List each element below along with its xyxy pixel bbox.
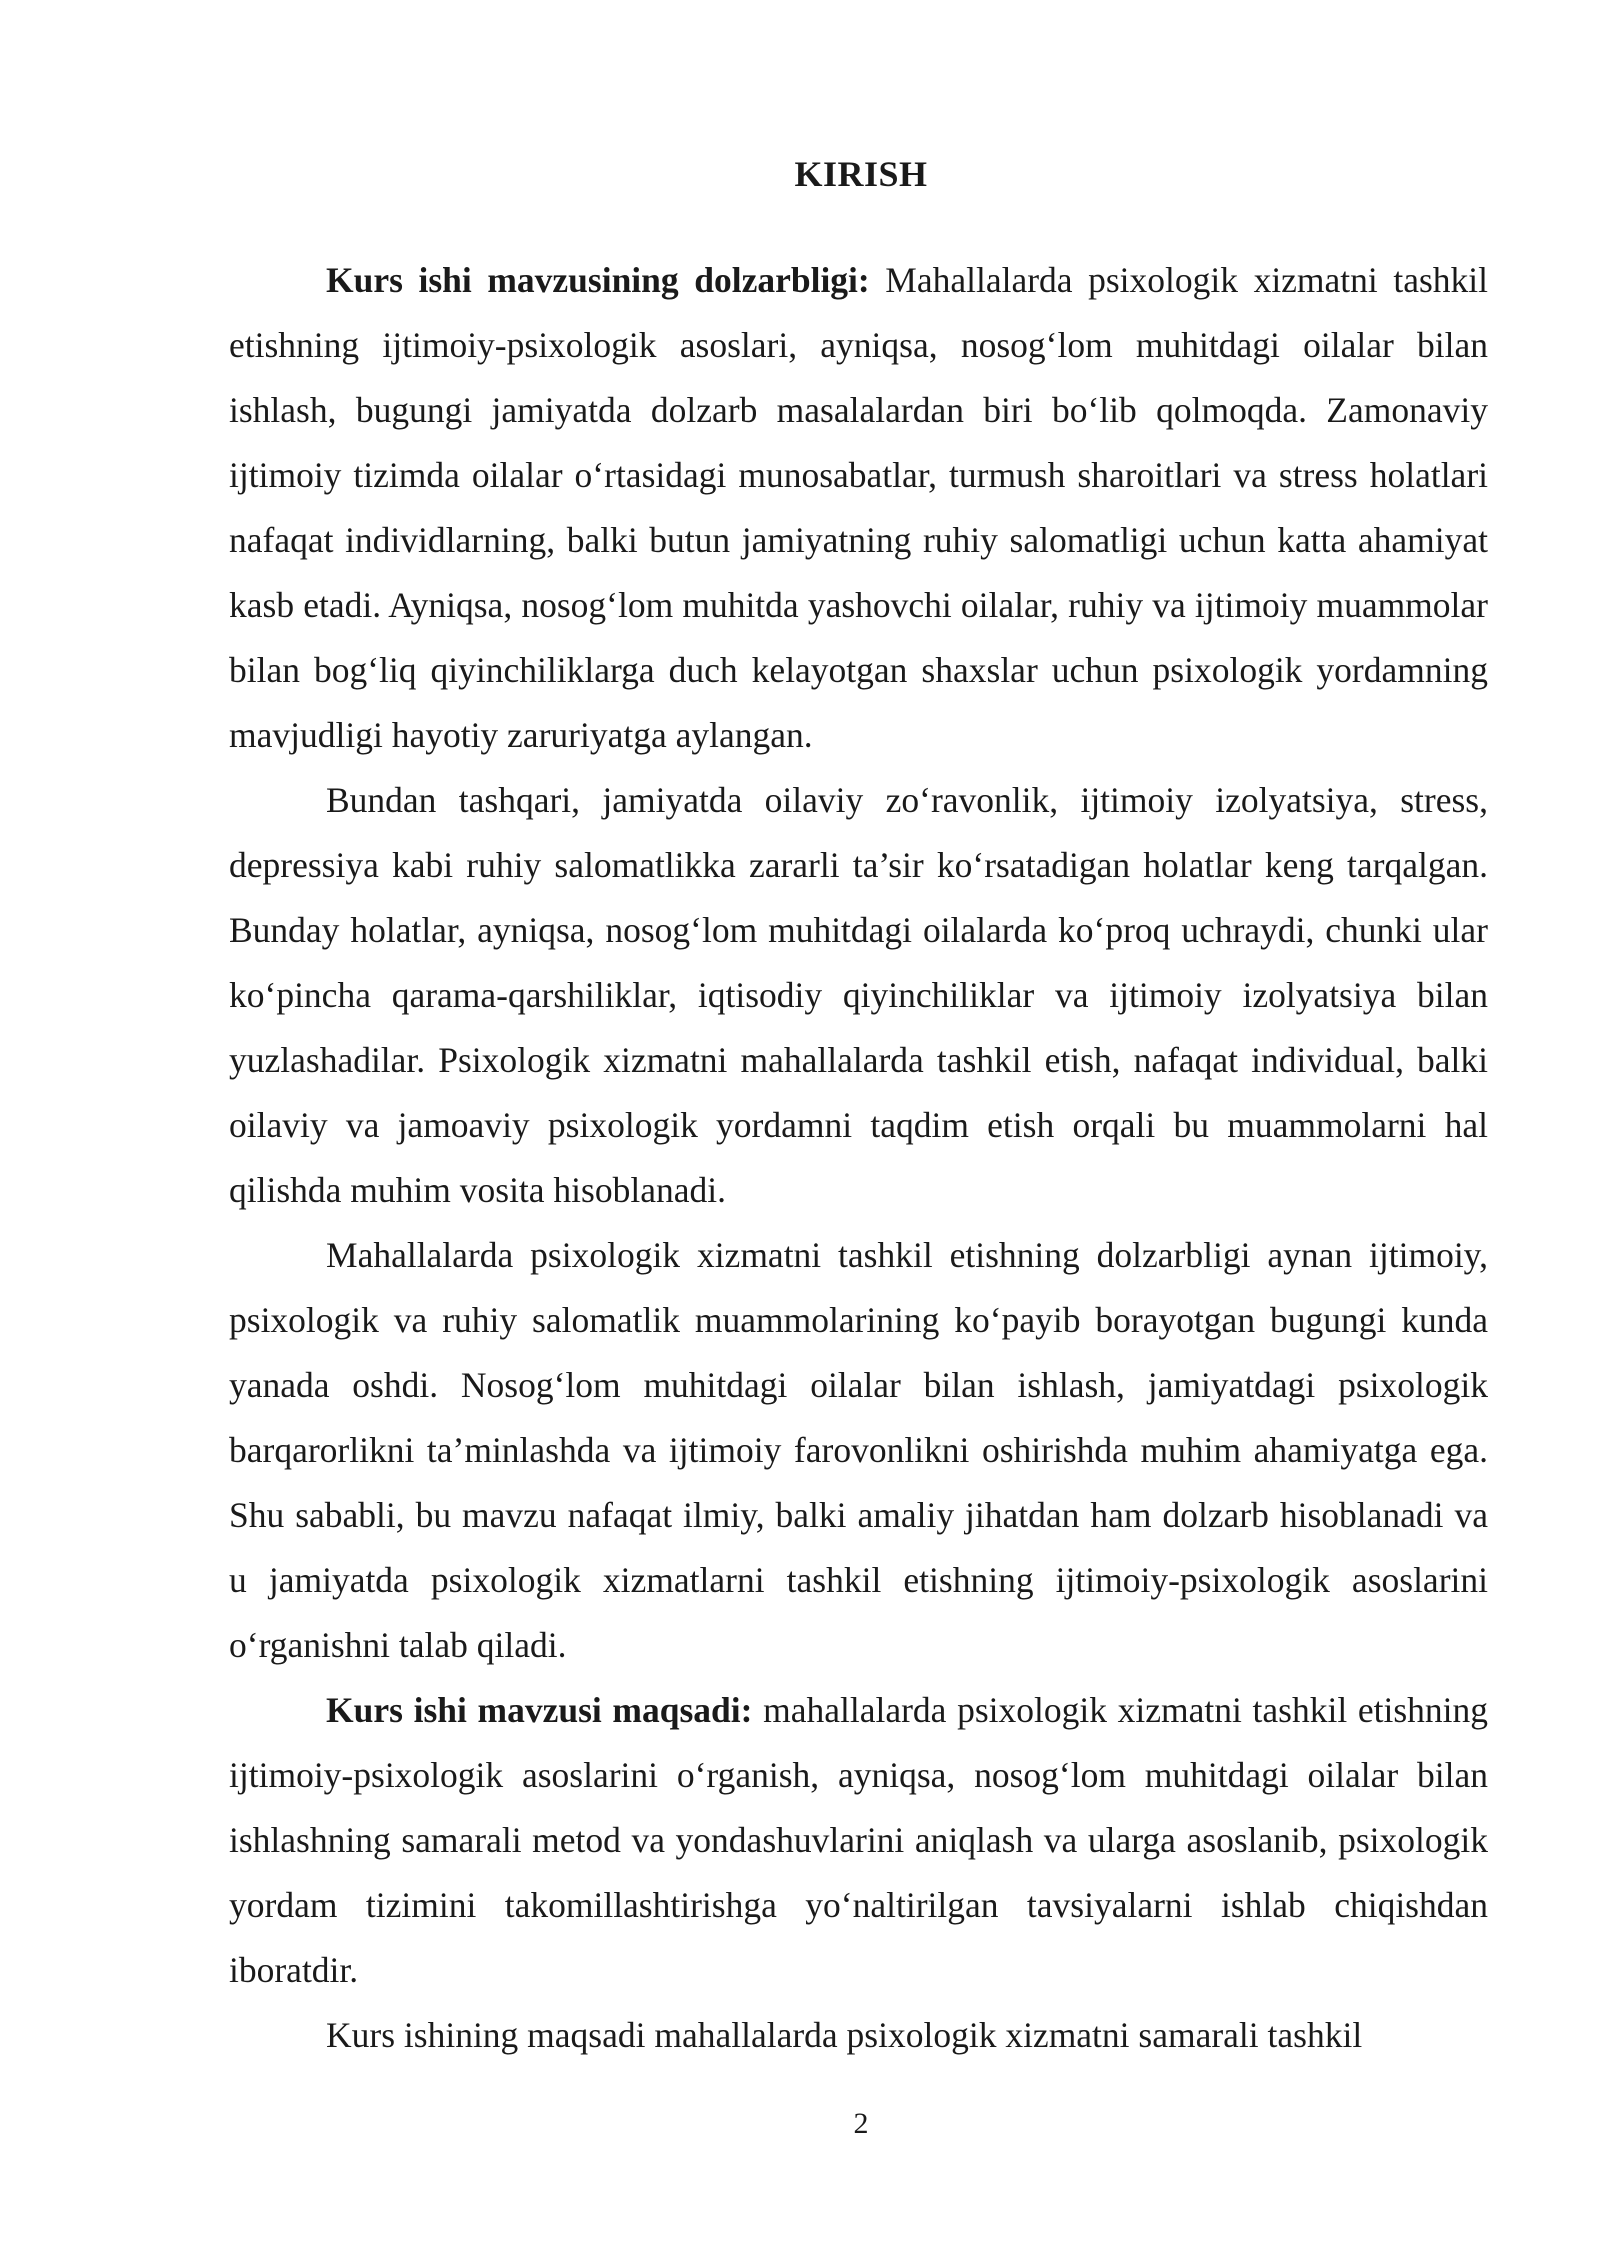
paragraph-importance [229, 1223, 1488, 1678]
paragraph-goal-continued [229, 2003, 1488, 2068]
page-number: 2 [853, 2107, 869, 2140]
paragraph-goal [229, 1678, 1488, 2003]
paragraph-lead: Kurs ishi mavzusi maqsadi: [326, 1690, 753, 1730]
paragraph-text: Bundan tashqari, jamiyatda oilaviy zo‘ravonlik, ijtimoiy izolyatsiya, stress, depressiya kabi ruhiy salomatlikka zararli ta’sir ko‘rsatadigan holatlar keng tarqalgan. Bunday holatlar, ayniqsa, nosog‘lom muhitdagi oilalarda ko‘proq uchraydi, chunki ular ko‘pincha qarama-qarshiliklar, iqtisodiy qiyinchiliklar va ijtimoiy izolyatsiya bilan yuzlashadilar. Psixologik xizmatni mahallalarda tashkil etish, nafaqat individual, balki oilaviy va jamoaviy psixologik yordamni taqdim etish orqali bu muammolarni hal qilishda muhim vosita hisoblanadi. [229, 780, 1488, 1210]
body-text [229, 248, 1488, 2068]
paragraph-problems [229, 768, 1488, 1223]
paragraph-text: mahallalarda psixologik xizmatni tashkil etishning ijtimoiy-psixologik asoslarini o‘rganish, ayniqsa, nosog‘lom muhitdagi oilalar bilan ishlashning samarali metod va yondashuvlarini aniqlash va ularga asoslanib, psixologik yordam tizimini takomillashtirishga yo‘naltirilgan tavsiyalarni ishlab chiqishdan iboratdir. [229, 1690, 1488, 1990]
paragraph-text: Mahallalarda psixologik xizmatni tashkil etishning dolzarbligi aynan ijtimoiy, psixologik va ruhiy salomatlik muammolarining ko‘payib borayotgan bugungi kunda yanada oshdi. Nosog‘lom muhitdagi oilalar bilan ishlash, jamiyatdagi psixologik barqarorlikni ta’minlashda va ijtimoiy farovonlikni oshirishda muhim ahamiyatga ega. Shu sababli, bu mavzu nafaqat ilmiy, balki amaliy jihatdan ham dolzarb hisoblanadi va u jamiyatda psixologik xizmatlarni tashkil etishning ijtimoiy-psixologik asoslarini o‘rganishni talab qiladi. [229, 1235, 1488, 1665]
paragraph-lead: Kurs ishi mavzusining dolzarbligi: [326, 260, 870, 300]
section-heading: KIRISH [794, 154, 928, 194]
paragraph-text: Kurs ishining maqsadi mahallalarda psixologik xizmatni samarali tashkil [326, 2015, 1363, 2055]
paragraph-relevance [229, 248, 1488, 768]
paragraph-text: Mahallalarda psixologik xizmatni tashkil etishning ijtimoiy-psixologik asoslari, ayniqsa, nosog‘lom muhitdagi oilalar bilan ishlash, bugungi jamiyatda dolzarb masalalardan biri bo‘lib qolmoqda. Zamonaviy ijtimoiy tizimda oilalar o‘rtasidagi munosabatlar, turmush sharoitlari va stress holatlari nafaqat individlarning, balki butun jamiyatning ruhiy salomatligi uchun katta ahamiyat kasb etadi. Ayniqsa, nosog‘lom muhitda yashovchi oilalar, ruhiy va ijtimoiy muammolar bilan bog‘liq qiyinchiliklarga duch kelayotgan shaxslar uchun psixologik yordamning mavjudligi hayotiy zaruriyatga aylangan. [229, 260, 1488, 755]
